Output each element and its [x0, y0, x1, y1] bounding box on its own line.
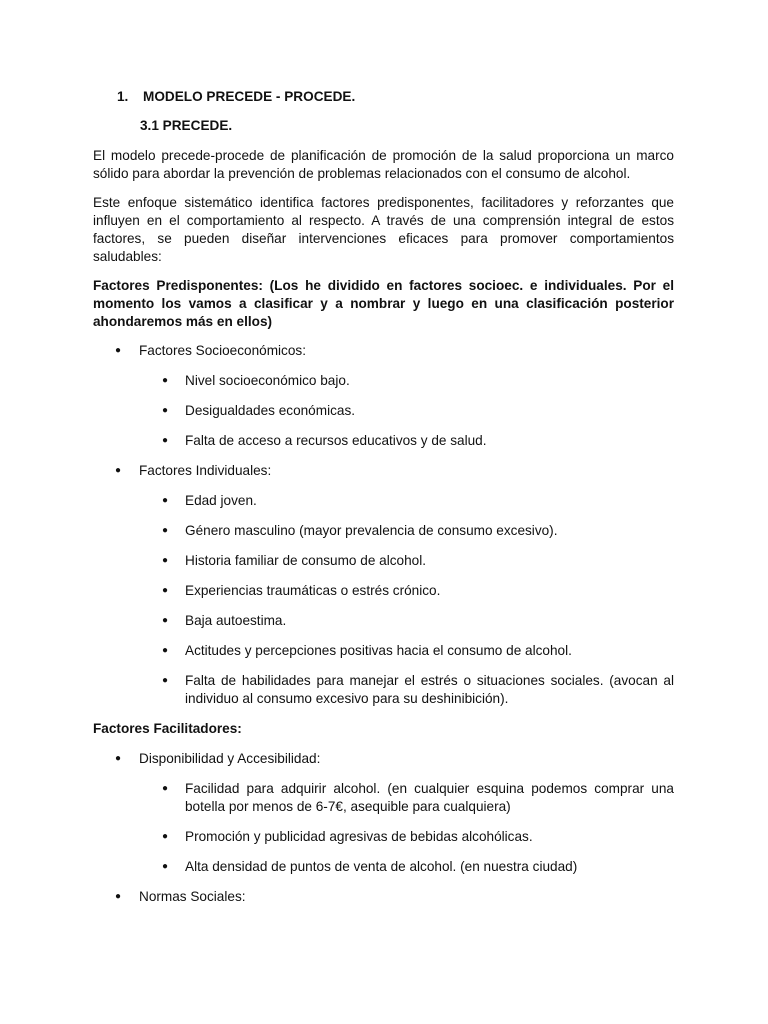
list-item-text: Género masculino (mayor prevalencia de consumo excesivo). [185, 523, 558, 538]
list-item-text: Actitudes y percepciones positivas hacia el consumo de alcohol. [185, 643, 572, 658]
bullet-icon: ● [162, 585, 169, 596]
predisponentes-note: (Los he dividido en factores socioec. e individuales. Por el momento los vamos a clasificar y a nombrar y luego en una clasificación posterior ahondaremos más en ellos) [93, 278, 675, 329]
section-title: MODELO PRECEDE - PROCEDE. [143, 89, 356, 104]
bullet-icon: ● [162, 495, 169, 506]
list-item [93, 462, 674, 480]
facilitadores-heading: Factores Facilitadores: [93, 721, 242, 736]
list-item-text: Historia familiar de consumo de alcohol. [185, 553, 427, 568]
section-heading [117, 88, 674, 106]
socioeconomicos-list [93, 372, 674, 450]
individuales-list [93, 492, 674, 708]
bullet-icon: ● [115, 753, 122, 764]
list-item [93, 858, 674, 876]
bullet-icon: ● [162, 675, 169, 686]
list-item-text: Falta de acceso a recursos educativos y de salud. [185, 433, 487, 448]
list-item [93, 342, 674, 360]
list-item [93, 582, 674, 600]
bullet-icon: ● [162, 831, 169, 842]
bullet-icon: ● [115, 891, 122, 902]
list-item-text: Promoción y publicidad agresivas de bebidas alcohólicas. [185, 829, 533, 844]
list-item [93, 672, 674, 708]
paragraph-intro: El modelo precede-procede de planificación de promoción de la salud proporciona un marco sólido para abordar la prevención de problemas relacionados con el consumo de alcohol. [93, 148, 674, 181]
bullet-icon: ● [115, 345, 122, 356]
group-label: Normas Sociales: [139, 889, 246, 904]
list-item [93, 492, 674, 510]
list-item-text: Desigualdades económicas. [185, 403, 356, 418]
list-item-text: Facilidad para adquirir alcohol. (en cualquier esquina podemos comprar una botella por menos de 6-7€, asequible para cualquiera) [185, 781, 674, 814]
predisponentes-heading [93, 277, 674, 331]
bullet-icon: ● [115, 465, 122, 476]
list-item-text: Edad joven. [185, 493, 257, 508]
subsection-heading: 3.1 PRECEDE. [140, 118, 233, 133]
predisponentes-title: Factores Predisponentes: [93, 278, 263, 293]
bullet-icon: ● [162, 645, 169, 656]
list-item-text: Falta de habilidades para manejar el estrés o situaciones sociales. (avocan al individuo al consumo excesivo para su deshinibición). [185, 673, 674, 706]
bullet-icon: ● [162, 435, 169, 446]
list-item [93, 552, 674, 570]
list-item-text: Experiencias traumáticas o estrés crónico. [185, 583, 441, 598]
list-item [93, 888, 674, 906]
group-label: Disponibilidad y Accesibilidad: [139, 751, 321, 766]
bullet-icon: ● [162, 405, 169, 416]
list-item [93, 372, 674, 390]
bullet-icon: ● [162, 861, 169, 872]
individuales-group [93, 462, 674, 480]
normas-group [93, 888, 674, 906]
bullet-icon: ● [162, 615, 169, 626]
group-label: Factores Socioeconómicos: [139, 343, 306, 358]
list-item [93, 750, 674, 768]
list-item [93, 780, 674, 816]
disponibilidad-group [93, 750, 674, 768]
list-item [93, 642, 674, 660]
document-content [93, 88, 674, 918]
list-item [93, 402, 674, 420]
paragraph-approach: Este enfoque sistemático identifica factores predisponentes, facilitadores y reforzantes que influyen en el comportamiento al respecto. A través de una comprensión integral de estos factores, se pueden diseñar intervenciones eficaces para promover comportamientos saludables: [93, 195, 674, 264]
list-item [93, 522, 674, 540]
bullet-icon: ● [162, 783, 169, 794]
list-item-text: Alta densidad de puntos de venta de alcohol. (en nuestra ciudad) [185, 859, 578, 874]
section-number: 1. [117, 89, 129, 104]
bullet-icon: ● [162, 525, 169, 536]
bullet-icon: ● [162, 555, 169, 566]
predisponentes-list [93, 342, 674, 360]
list-item [93, 612, 674, 630]
list-item-text: Baja autoestima. [185, 613, 287, 628]
list-item [93, 432, 674, 450]
list-item-text: Nivel socioeconómico bajo. [185, 373, 350, 388]
list-item [93, 828, 674, 846]
disponibilidad-list [93, 780, 674, 876]
group-label: Factores Individuales: [139, 463, 272, 478]
bullet-icon: ● [162, 375, 169, 386]
